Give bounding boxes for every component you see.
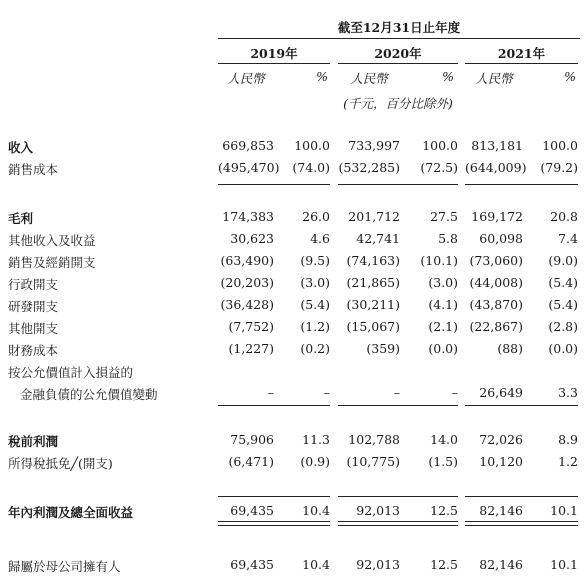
percent-cell: (0.9) bbox=[300, 454, 330, 469]
percent-cell: (5.4) bbox=[548, 275, 578, 290]
row-label: 金融負債的公允價值變動 bbox=[20, 387, 158, 402]
percent-cell: 11.3 bbox=[302, 432, 330, 447]
header-rule bbox=[218, 38, 580, 39]
amount-cell: 82,146 bbox=[479, 557, 523, 572]
year-rule-2019 bbox=[218, 63, 330, 64]
profit-double-rule-2020 bbox=[338, 521, 458, 526]
period-header: 截至12月31日止年度 bbox=[337, 20, 461, 35]
table-row bbox=[0, 319, 588, 337]
amount-cell: – bbox=[393, 385, 400, 400]
percent-cell: (0.2) bbox=[300, 341, 330, 356]
unit-note: (千元，百分比除外) bbox=[343, 96, 453, 111]
amount-cell: 169,172 bbox=[471, 209, 523, 224]
amount-cell: 42,741 bbox=[356, 231, 400, 246]
percent-cell: (9.0) bbox=[548, 253, 578, 268]
amount-cell: (532,285) bbox=[338, 160, 400, 175]
gross-profit-rule-2019 bbox=[218, 184, 330, 185]
amount-cell: 69,435 bbox=[230, 557, 274, 572]
table-row bbox=[0, 231, 588, 249]
amount-cell: (30,211) bbox=[346, 297, 400, 312]
percent-cell: 14.0 bbox=[430, 432, 458, 447]
percent-cell: (1.5) bbox=[428, 454, 458, 469]
percent-cell: 26.0 bbox=[302, 209, 330, 224]
amount-cell: (44,008) bbox=[469, 275, 523, 290]
amount-cell: (644,009) bbox=[465, 160, 527, 175]
row-label: 行政開支 bbox=[8, 277, 59, 292]
row-label: 按公允價值計入損益的 bbox=[8, 365, 134, 380]
percent-cell: 8.9 bbox=[558, 432, 578, 447]
percent-cell: 10.1 bbox=[550, 557, 578, 572]
table-row bbox=[0, 363, 588, 381]
gross-profit-rule-2021 bbox=[465, 184, 578, 185]
percent-cell: (79.2) bbox=[540, 160, 578, 175]
pre-tax-rule-2021 bbox=[465, 405, 578, 406]
pct-label-2021: % bbox=[564, 69, 576, 84]
table-row bbox=[0, 253, 588, 271]
amount-cell: (495,470) bbox=[218, 160, 280, 175]
percent-cell: (74.0) bbox=[292, 160, 330, 175]
table-row bbox=[0, 275, 588, 293]
amount-cell: 69,435 bbox=[230, 503, 274, 518]
table-row bbox=[0, 432, 588, 450]
amount-cell: (359) bbox=[366, 341, 400, 356]
amount-cell: 174,383 bbox=[222, 209, 274, 224]
profit-double-rule-2019 bbox=[218, 521, 330, 526]
year-rule-2020 bbox=[338, 63, 458, 64]
percent-cell: (0.0) bbox=[548, 341, 578, 356]
amount-cell: (22,867) bbox=[469, 319, 523, 334]
percent-cell: (72.5) bbox=[420, 160, 458, 175]
amount-cell: 733,997 bbox=[348, 138, 400, 153]
amount-cell: (1,227) bbox=[228, 341, 274, 356]
amount-cell: (88) bbox=[497, 341, 523, 356]
percent-cell: (9.5) bbox=[300, 253, 330, 268]
pct-label-2019: % bbox=[316, 69, 328, 84]
percent-cell: (2.1) bbox=[428, 319, 458, 334]
percent-cell: (5.4) bbox=[548, 297, 578, 312]
percent-cell: (4.1) bbox=[428, 297, 458, 312]
row-label: 其他開支 bbox=[8, 321, 59, 336]
percent-cell: 27.5 bbox=[430, 209, 458, 224]
row-label: 毛利 bbox=[8, 211, 34, 226]
amount-cell: 10,120 bbox=[479, 454, 523, 469]
row-label: 所得稅抵免╱(開支) bbox=[8, 456, 113, 471]
row-label: 研發開支 bbox=[8, 299, 59, 314]
row-label: 歸屬於母公司擁有人 bbox=[8, 559, 121, 574]
table-row bbox=[0, 341, 588, 359]
amount-cell: (36,428) bbox=[220, 297, 274, 312]
percent-cell: 100.0 bbox=[542, 138, 578, 153]
row-label: 財務成本 bbox=[8, 343, 59, 358]
percent-cell: (10.1) bbox=[420, 253, 458, 268]
amount-cell: (43,870) bbox=[469, 297, 523, 312]
amount-cell: (7,752) bbox=[228, 319, 274, 334]
amount-cell: 60,098 bbox=[479, 231, 523, 246]
percent-cell: 12.5 bbox=[430, 557, 458, 572]
percent-cell: 100.0 bbox=[294, 138, 330, 153]
pct-label-2020: % bbox=[442, 69, 454, 84]
year-2021: 2021年 bbox=[497, 46, 546, 61]
year-rule-2021 bbox=[465, 63, 578, 64]
profit-rule-2021 bbox=[465, 496, 578, 497]
percent-cell: – bbox=[323, 385, 330, 400]
percent-cell: (1.2) bbox=[300, 319, 330, 334]
row-label: 收入 bbox=[8, 140, 34, 155]
table-row bbox=[0, 557, 588, 575]
amount-cell: (10,775) bbox=[346, 454, 400, 469]
amount-cell: 201,712 bbox=[348, 209, 400, 224]
currency-label-2019: 人民幣 bbox=[227, 71, 265, 86]
amount-cell: (63,490) bbox=[220, 253, 274, 268]
table-row bbox=[0, 160, 588, 178]
row-label: 銷售及經銷開支 bbox=[8, 255, 96, 270]
percent-cell: 5.8 bbox=[438, 231, 458, 246]
percent-cell: 12.5 bbox=[430, 503, 458, 518]
percent-cell: 3.3 bbox=[558, 385, 578, 400]
amount-cell: 75,906 bbox=[230, 432, 274, 447]
percent-cell: 4.6 bbox=[310, 231, 330, 246]
amount-cell: (21,865) bbox=[346, 275, 400, 290]
table-row bbox=[0, 209, 588, 227]
amount-cell: (74,163) bbox=[346, 253, 400, 268]
pre-tax-rule-2019 bbox=[218, 405, 330, 406]
profit-double-rule-2021 bbox=[465, 521, 578, 526]
gross-profit-rule-2020 bbox=[338, 184, 458, 185]
percent-cell: 10.4 bbox=[302, 557, 330, 572]
table-row bbox=[0, 385, 588, 403]
percent-cell: 10.1 bbox=[550, 503, 578, 518]
pre-tax-rule-2020 bbox=[338, 405, 458, 406]
amount-cell: – bbox=[267, 385, 274, 400]
amount-cell: 26,649 bbox=[479, 385, 523, 400]
percent-cell: (3.0) bbox=[300, 275, 330, 290]
amount-cell: (73,060) bbox=[469, 253, 523, 268]
table-row bbox=[0, 503, 588, 521]
percent-cell: 1.2 bbox=[558, 454, 578, 469]
amount-cell: 813,181 bbox=[471, 138, 523, 153]
year-2019: 2019年 bbox=[250, 46, 298, 61]
table-row bbox=[0, 297, 588, 315]
percent-cell: – bbox=[451, 385, 458, 400]
row-label: 其他收入及收益 bbox=[8, 233, 96, 248]
table-row bbox=[0, 138, 588, 156]
percent-cell: 10.4 bbox=[302, 503, 330, 518]
amount-cell: (20,203) bbox=[220, 275, 274, 290]
amount-cell: 92,013 bbox=[356, 557, 400, 572]
percent-cell: (0.0) bbox=[428, 341, 458, 356]
percent-cell: 100.0 bbox=[422, 138, 458, 153]
row-label: 銷售成本 bbox=[8, 162, 59, 177]
row-label: 年內利潤及總全面收益 bbox=[8, 505, 134, 520]
row-label: 稅前利潤 bbox=[8, 434, 59, 449]
currency-label-2020: 人民幣 bbox=[350, 71, 388, 86]
amount-cell: 82,146 bbox=[479, 503, 523, 518]
amount-cell: 30,623 bbox=[230, 231, 274, 246]
profit-rule-2020 bbox=[338, 496, 458, 497]
amount-cell: (15,067) bbox=[346, 319, 400, 334]
table-row bbox=[0, 454, 588, 472]
amount-cell: 669,853 bbox=[222, 138, 274, 153]
year-2020: 2020年 bbox=[374, 46, 422, 61]
currency-label-2021: 人民幣 bbox=[475, 71, 513, 86]
percent-cell: (5.4) bbox=[300, 297, 330, 312]
amount-cell: 102,788 bbox=[348, 432, 400, 447]
amount-cell: (6,471) bbox=[228, 454, 274, 469]
percent-cell: (3.0) bbox=[428, 275, 458, 290]
amount-cell: 72,026 bbox=[479, 432, 523, 447]
amount-cell: 92,013 bbox=[356, 503, 400, 518]
percent-cell: 7.4 bbox=[558, 231, 578, 246]
percent-cell: 20.8 bbox=[550, 209, 578, 224]
percent-cell: (2.8) bbox=[548, 319, 578, 334]
profit-rule-2019 bbox=[218, 496, 330, 497]
